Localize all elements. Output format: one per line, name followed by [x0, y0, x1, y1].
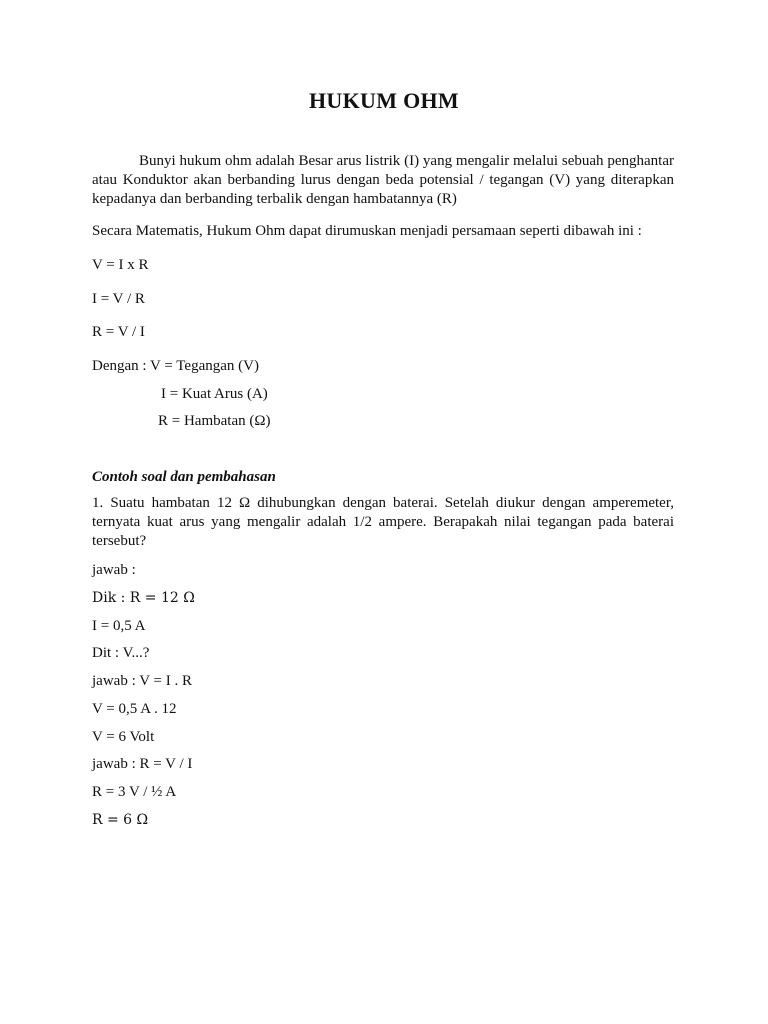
- definition-r: R = Hambatan (Ω): [158, 413, 271, 429]
- solution-line: jawab : V = I . R: [92, 673, 192, 689]
- solution-line: R = 6 Ω: [92, 812, 149, 828]
- solution-line: V = 6 Volt: [92, 729, 155, 745]
- solution-line: I = 0,5 A: [92, 618, 146, 634]
- solution-line: Dit : V...?: [92, 645, 150, 661]
- formula-v: V = I x R: [92, 257, 149, 273]
- solution-line: V = 0,5 A . 12: [92, 701, 177, 717]
- example-heading: Contoh soal dan pembahasan: [92, 469, 276, 485]
- formula-r: R = V / I: [92, 324, 145, 340]
- document-title: HUKUM OHM: [309, 88, 459, 113]
- intro-paragraph: Bunyi hukum ohm adalah Besar arus listrik (I) yang mengalir melalui sebuah penghantar atau Konduktor akan berbanding lurus dengan beda potensial / tegangan (V) yang diterapkan kepadanya dan berbanding terbalik dengan hambatannya (R): [92, 153, 674, 207]
- definition-i: I = Kuat Arus (A): [161, 386, 268, 402]
- math-intro: Secara Matematis, Hukum Ohm dapat dirumuskan menjadi persamaan seperti dibawah ini :: [92, 223, 642, 239]
- solution-line: jawab :: [92, 562, 136, 578]
- definition-v: Dengan : V = Tegangan (V): [92, 358, 259, 374]
- formula-i: I = V / R: [92, 291, 145, 307]
- solution-line: jawab : R = V / I: [92, 756, 193, 772]
- solution-line: Dik : R = 12 Ω: [92, 590, 195, 606]
- question-paragraph: 1. Suatu hambatan 12 Ω dihubungkan dengan baterai. Setelah diukur dengan amperemeter, ternyata kuat arus yang mengalir adalah 1/2 ampere. Berapakah nilai tegangan pada baterai tersebut?: [92, 495, 674, 549]
- solution-line: R = 3 V / ½ A: [92, 784, 177, 800]
